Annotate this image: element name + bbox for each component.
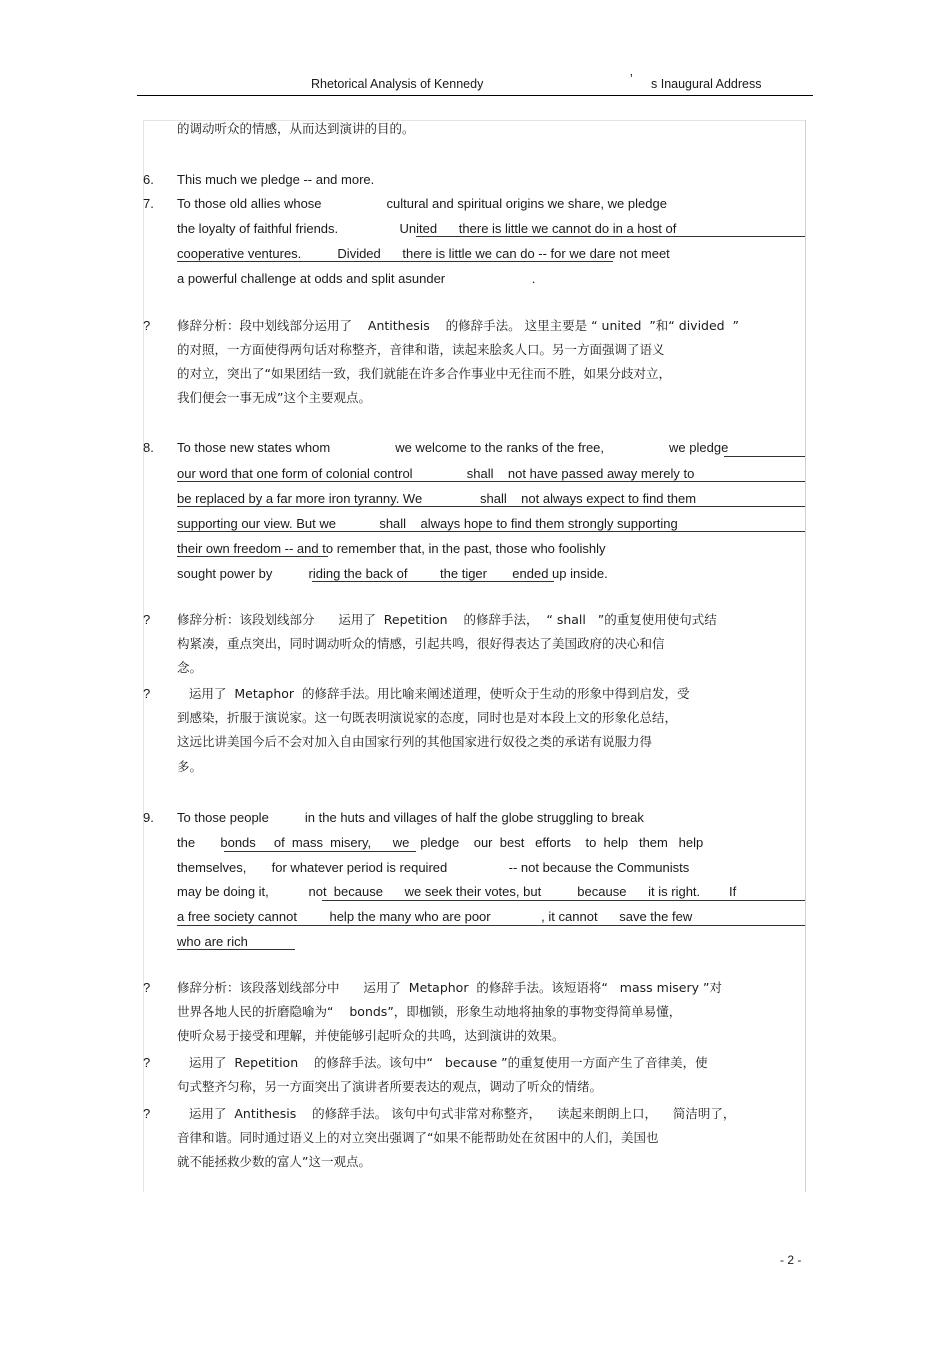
bullet-marker: ? xyxy=(143,612,151,627)
header-rule xyxy=(137,95,813,96)
analysis-line: 到感染，折服于演说家。这一句既表明演说家的态度，同时也是对本段上文的形象化总结， xyxy=(177,710,678,725)
underline xyxy=(322,900,805,901)
analysis-line: 修辞分析：段中划线部分运用了 Antithesis 的修辞手法。 这里主要是 “ united ”和“ divided ” xyxy=(177,318,740,333)
analysis-line: 修辞分析：该段划线部分 运用了 Repetition 的修辞手法， “ shall ”的重复使用使句式结 xyxy=(177,612,717,627)
paragraph-number: 9. xyxy=(143,810,154,825)
quote-line: the loyalty of faithful friends. United there is little we cannot do in a host of xyxy=(177,221,677,236)
underline xyxy=(177,556,328,557)
quote-line: their own freedom -- and to remember that, in the past, those who foolishly xyxy=(177,541,606,556)
quote-line: our word that one form of colonial control shall not have passed away merely to xyxy=(177,466,695,481)
analysis-line: 运用了 Metaphor 的修辞手法。用比喻来阐述道理，使听众于生动的形象中得到启发，受 xyxy=(177,686,690,701)
text-line: 的调动听众的情感，从而达到演讲的目的。 xyxy=(177,121,415,136)
analysis-line: 我们便会一事无成”这个主要观点。 xyxy=(177,390,371,405)
quote-line: the bonds of mass misery, we pledge our best efforts to help them help xyxy=(177,835,704,850)
analysis-line: 句式整齐匀称，另一方面突出了演讲者所要表达的观点，调动了听众的情绪。 xyxy=(177,1079,603,1094)
quote-line: cooperative ventures. Divided there is little we can do -- for we dare not meet xyxy=(177,246,670,261)
bullet-marker: ? xyxy=(143,980,151,995)
analysis-line: 修辞分析：该段落划线部分中 运用了 Metaphor 的修辞手法。该短语将“ mass misery ”对 xyxy=(177,980,722,995)
analysis-line: 运用了 Repetition 的修辞手法。该句中“ because ”的重复使用一方面产生了音律美，使 xyxy=(177,1055,708,1070)
underline xyxy=(724,456,805,457)
quote-line: To those people in the huts and villages of half the globe struggling to break xyxy=(177,810,644,825)
quote-line: may be doing it, not because we seek their votes, but because it is right. If xyxy=(177,884,737,899)
underline xyxy=(177,949,295,950)
underline xyxy=(177,925,805,926)
quote-line: who are rich xyxy=(177,934,248,949)
quote-line: supporting our view. But we shall always hope to find them strongly supporting xyxy=(177,516,678,531)
analysis-line: 念。 xyxy=(177,660,203,675)
analysis-line: 多。 xyxy=(177,759,203,774)
header-title-right: s Inaugural Address xyxy=(651,77,762,91)
quote-line: To those old allies whose cultural and spiritual origins we share, we pledge xyxy=(177,196,667,211)
quote-line: themselves, for whatever period is required -- not because the Communists xyxy=(177,860,690,875)
underline xyxy=(177,531,805,532)
bullet-marker: ? xyxy=(143,318,151,333)
quote-line: This much we pledge -- and more. xyxy=(177,172,375,187)
header-title-left: Rhetorical Analysis of Kennedy xyxy=(311,77,484,91)
frame-right xyxy=(805,120,806,1192)
paragraph-number: 8. xyxy=(143,440,154,455)
header-apostrophe: ’ xyxy=(630,72,633,86)
quote-line: be replaced by a far more iron tyranny. We shall not always expect to find them xyxy=(177,491,697,506)
underline xyxy=(416,236,805,237)
underline xyxy=(177,481,805,482)
analysis-line: 就不能拯救少数的富人”这一观点。 xyxy=(177,1154,371,1169)
bullet-marker: ? xyxy=(143,686,151,701)
bullet-marker: ? xyxy=(143,1106,151,1121)
paragraph-number: 6. xyxy=(143,172,154,187)
paragraph-number: 7. xyxy=(143,196,154,211)
bullet-marker: ? xyxy=(143,1055,151,1070)
quote-line: a powerful challenge at odds and split asunder . xyxy=(177,271,536,286)
analysis-line: 的对立，突出了“如果团结一致，我们就能在许多合作事业中无往而不胜，如果分歧对立， xyxy=(177,366,671,381)
underline xyxy=(224,851,416,852)
quote-line: a free society cannot help the many who are poor , it cannot save the few xyxy=(177,909,693,924)
analysis-line: 这远比讲美国今后不会对加入自由国家行列的其他国家进行奴役之类的承诺有说服力得 xyxy=(177,734,653,749)
analysis-line: 构紧凑，重点突出，同时调动听众的情感，引起共鸣，很好得表达了美国政府的决心和信 xyxy=(177,636,665,651)
analysis-line: 的对照，一方面使得两句话对称整齐，音律和谐，读起来脍炙人口。另一方面强调了语义 xyxy=(177,342,665,357)
underline xyxy=(312,581,554,582)
quote-line: sought power by riding the back of the tiger ended up inside. xyxy=(177,566,608,581)
page-number: - 2 - xyxy=(780,1253,802,1267)
underline xyxy=(177,506,805,507)
quote-line: To those new states whom we welcome to the ranks of the free, we pledge xyxy=(177,440,729,455)
analysis-line: 使听众易于接受和理解，并使能够引起听众的共鸣，达到演讲的效果。 xyxy=(177,1028,565,1043)
analysis-line: 运用了 Antithesis 的修辞手法。 该句中句式非常对称整齐， 读起来朗朗上口， 简洁明了， xyxy=(177,1106,736,1121)
frame-left xyxy=(143,120,144,1192)
analysis-line: 世界各地人民的折磨隐喻为“ bonds”，即枷锁，形象生动地将抽象的事物变得简单易懂， xyxy=(177,1004,682,1019)
underline xyxy=(177,261,613,262)
analysis-line: 音律和谐。同时通过语义上的对立突出强调了“如果不能帮助处在贫困中的人们，美国也 xyxy=(177,1130,659,1145)
